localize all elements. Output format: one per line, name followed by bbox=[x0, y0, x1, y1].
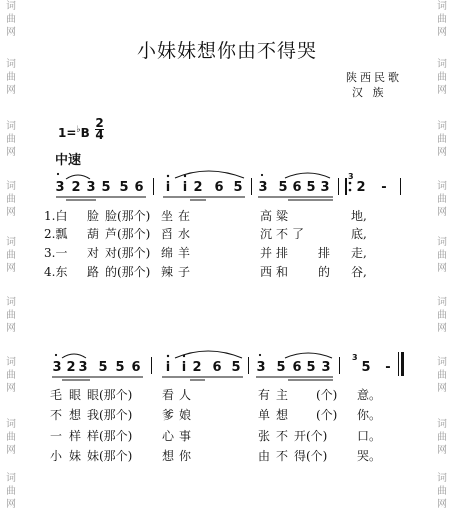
lyric: 妹 bbox=[69, 449, 82, 463]
lyric: (个) bbox=[316, 388, 338, 402]
time-bottom: 4 bbox=[95, 128, 104, 142]
lyric: 意。 bbox=[357, 388, 382, 402]
rhythm-dot bbox=[57, 173, 59, 175]
note: 3 bbox=[55, 180, 65, 195]
slur bbox=[175, 351, 242, 358]
note: 5 bbox=[276, 360, 286, 375]
lyric: 水 bbox=[178, 227, 191, 241]
watermark-right-6: 词 曲 网 bbox=[437, 297, 447, 334]
lyric: 眼(那个) bbox=[87, 388, 133, 402]
lyric: 哭。 bbox=[357, 449, 382, 463]
lyric: 辣 bbox=[161, 265, 174, 279]
lyric: 一 bbox=[50, 429, 63, 443]
lyric: 你 bbox=[179, 449, 192, 463]
lyric: 2.瓢 bbox=[44, 227, 68, 241]
lyric: 妹(那个) bbox=[87, 449, 133, 463]
note: 5 bbox=[101, 180, 111, 195]
note: 5 bbox=[278, 180, 288, 195]
dash: - bbox=[385, 360, 391, 375]
watermark-left-9: 词 曲 网 bbox=[6, 473, 16, 510]
lyric: 眼 bbox=[69, 388, 82, 402]
lyric: 4.东 bbox=[44, 265, 68, 279]
time-top: 2 bbox=[95, 116, 104, 130]
slur bbox=[62, 354, 86, 358]
repeat-dot bbox=[349, 182, 352, 185]
grace-note: 3 bbox=[348, 172, 354, 181]
note: 5 bbox=[231, 360, 241, 375]
note: 3 bbox=[321, 360, 331, 375]
lyric: 不 bbox=[50, 408, 63, 422]
watermark-right-8: 词 曲 网 bbox=[437, 419, 447, 456]
note: 5 bbox=[233, 180, 243, 195]
lyric: 路 bbox=[87, 265, 100, 279]
note: 6 bbox=[292, 180, 302, 195]
watermark-right-7: 词 曲 网 bbox=[437, 357, 447, 394]
lyric: 你。 bbox=[357, 408, 382, 422]
lyric: 3.一 bbox=[44, 246, 68, 260]
grace-note: 3 bbox=[352, 353, 358, 362]
watermark-right-5: 词 曲 网 bbox=[437, 237, 447, 274]
dash: - bbox=[381, 180, 387, 195]
lyric: 的 bbox=[318, 265, 331, 279]
lyric: 芦(那个) bbox=[105, 227, 151, 241]
lyric: 娘 bbox=[179, 408, 192, 422]
lyric: 由 bbox=[258, 449, 271, 463]
lyric: 毛 bbox=[50, 388, 63, 402]
lyric: 沉 bbox=[260, 227, 273, 241]
lyric: 底, bbox=[351, 227, 367, 241]
note: 5 bbox=[361, 360, 371, 375]
watermark-right-9: 词 曲 网 bbox=[437, 473, 447, 510]
slur bbox=[66, 175, 90, 179]
note: i bbox=[182, 180, 188, 195]
lyric: 心 bbox=[162, 429, 175, 443]
note: 2 bbox=[193, 180, 203, 195]
note: 5 bbox=[115, 360, 125, 375]
slur bbox=[285, 173, 330, 178]
note: 6 bbox=[134, 180, 144, 195]
watermark-right-1: 词 曲 网 bbox=[437, 1, 447, 38]
octave-dot bbox=[167, 355, 169, 357]
note: 6 bbox=[212, 360, 222, 375]
lyric: 脸(那个) bbox=[105, 209, 151, 223]
lyric: 不 bbox=[276, 449, 289, 463]
note: 2 bbox=[192, 360, 202, 375]
lyric: 爹 bbox=[162, 408, 175, 422]
lyric: 的(那个) bbox=[105, 265, 151, 279]
lyric: 1.白 bbox=[44, 209, 68, 223]
source-ethnicity: 汉 族 bbox=[352, 86, 387, 99]
tempo-marking: 中速 bbox=[55, 153, 82, 168]
note: 3 bbox=[86, 180, 96, 195]
lyric: 西 bbox=[260, 265, 273, 279]
note: 3 bbox=[320, 180, 330, 195]
lyric: 得(个) bbox=[294, 449, 328, 463]
lyric: 我(那个) bbox=[87, 408, 133, 422]
note: 5 bbox=[306, 360, 316, 375]
lyric: 事 bbox=[179, 429, 192, 443]
watermark-left-6: 词 曲 网 bbox=[6, 297, 16, 334]
flat-sign: ♭ bbox=[76, 125, 81, 135]
lyric: 单 bbox=[258, 408, 271, 422]
lyric: 排 bbox=[276, 246, 289, 260]
lyric: 坐 bbox=[161, 209, 174, 223]
slur bbox=[285, 353, 332, 358]
lyric: 看 bbox=[162, 388, 175, 402]
lyric: 舀 bbox=[161, 227, 174, 241]
watermark-right-3: 词 曲 网 bbox=[437, 121, 447, 158]
note: 3 bbox=[52, 360, 62, 375]
note: i bbox=[165, 360, 171, 375]
lyric: 想 bbox=[162, 449, 175, 463]
lyric: 谷, bbox=[351, 265, 367, 279]
note: 6 bbox=[214, 180, 224, 195]
lyric: 地, bbox=[351, 209, 367, 223]
lyric: 不 bbox=[276, 227, 289, 241]
lyric: 排 bbox=[318, 246, 331, 260]
lyric: 想 bbox=[69, 408, 82, 422]
note: 6 bbox=[292, 360, 302, 375]
note: 3 bbox=[78, 360, 88, 375]
lyric: 走, bbox=[351, 246, 367, 260]
watermark-left-3: 词 曲 网 bbox=[6, 121, 16, 158]
source-region: 陕西民歌 bbox=[346, 71, 402, 84]
note: 5 bbox=[306, 180, 316, 195]
rhythm-dot bbox=[55, 354, 57, 356]
lyric: 开(个) bbox=[294, 429, 328, 443]
note: 5 bbox=[98, 360, 108, 375]
note: i bbox=[181, 360, 187, 375]
lyric: 对(那个) bbox=[105, 246, 151, 260]
lyric: 主 bbox=[276, 388, 289, 402]
watermark-left-4: 词 曲 网 bbox=[6, 181, 16, 218]
lyric: 了 bbox=[292, 227, 305, 241]
note: 3 bbox=[258, 180, 268, 195]
lyric: 有 bbox=[258, 388, 271, 402]
lyric: 小 bbox=[50, 449, 63, 463]
lyric: 不 bbox=[276, 429, 289, 443]
note: 2 bbox=[71, 180, 81, 195]
lyric: 并 bbox=[260, 246, 273, 260]
lyric: 样 bbox=[69, 429, 82, 443]
watermark-right-4: 词 曲 网 bbox=[437, 181, 447, 218]
note: 5 bbox=[119, 180, 129, 195]
lyric: 张 bbox=[258, 429, 271, 443]
watermark-left-8: 词 曲 网 bbox=[6, 419, 16, 456]
note: i bbox=[165, 180, 171, 195]
lyric: 葫 bbox=[87, 227, 100, 241]
lyric: 子 bbox=[178, 265, 191, 279]
lyric: 人 bbox=[179, 388, 192, 402]
lyric: 对 bbox=[87, 246, 100, 260]
octave-dot bbox=[183, 355, 185, 357]
octave-dot bbox=[184, 175, 186, 177]
lyric: 羊 bbox=[178, 246, 191, 260]
key-note: B bbox=[80, 126, 90, 140]
lyric: 高 bbox=[260, 209, 273, 223]
repeat-dot bbox=[349, 189, 352, 192]
lyric: 在 bbox=[178, 209, 191, 223]
watermark-left-7: 词 曲 网 bbox=[6, 357, 16, 394]
lyric: 脸 bbox=[87, 209, 100, 223]
lyric: 和 bbox=[276, 265, 289, 279]
lyric: 绵 bbox=[161, 246, 174, 260]
lyric: 样(那个) bbox=[87, 429, 133, 443]
watermark-left-5: 词 曲 网 bbox=[6, 237, 16, 274]
key-label: 1= bbox=[58, 126, 77, 140]
lyric: 口。 bbox=[357, 429, 382, 443]
note: 2 bbox=[66, 360, 76, 375]
rhythm-dot bbox=[261, 174, 263, 176]
lyric: (个) bbox=[316, 408, 338, 422]
note: 6 bbox=[131, 360, 141, 375]
rhythm-dot bbox=[259, 354, 261, 356]
watermark-right-2: 词 曲 网 bbox=[437, 59, 447, 96]
watermark-left-2: 词 曲 网 bbox=[6, 59, 16, 96]
watermark-left-1: 词 曲 网 bbox=[6, 1, 16, 38]
song-title: 小妹妹想你由不得哭 bbox=[136, 40, 317, 62]
lyric: 想 bbox=[276, 408, 289, 422]
note: 2 bbox=[356, 180, 366, 195]
note: 3 bbox=[256, 360, 266, 375]
lyric: 粱 bbox=[276, 209, 289, 223]
octave-dot bbox=[167, 175, 169, 177]
